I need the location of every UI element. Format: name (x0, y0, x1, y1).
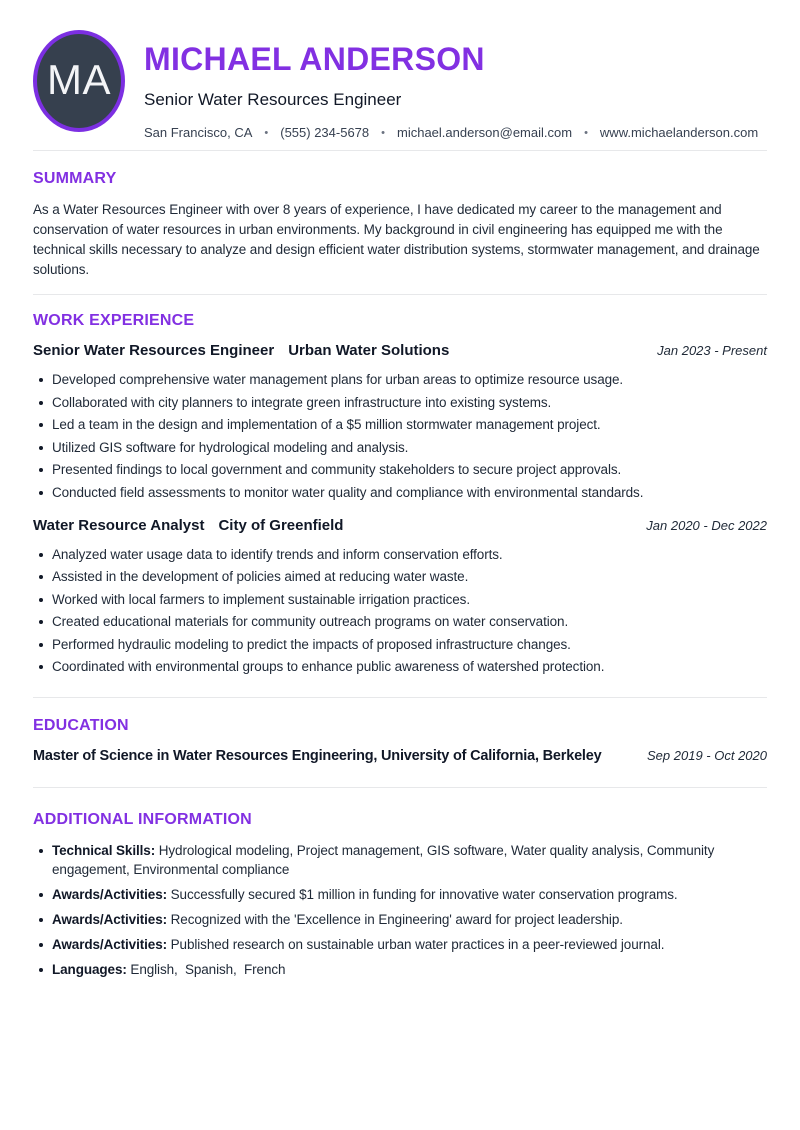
contact-location: San Francisco, CA (144, 125, 253, 140)
bullet-item: Assisted in the development of policies aimed at reducing water waste. (33, 567, 767, 587)
bullet-item: Led a team in the design and implementation of a $5 million stormwater management project. (33, 415, 767, 435)
separator-dot: • (584, 127, 588, 139)
separator-dot: • (264, 127, 269, 139)
job-company: Urban Water Solutions (288, 342, 450, 359)
education-heading: EDUCATION (33, 717, 129, 734)
job-company: City of Greenfield (218, 516, 344, 534)
bullet-item: Worked with local farmers to implement sustainable irrigation practices. (33, 590, 767, 610)
resume-header (33, 0, 767, 140)
job-bullet-list (33, 370, 767, 503)
bullet-item: Developed comprehensive water management plans for urban areas to optimize resource usage. (33, 370, 767, 390)
page-title: MICHAEL ANDERSON (144, 41, 485, 77)
contact-row (144, 125, 758, 140)
job-dates: Jan 2020 - Dec 2022 (646, 517, 767, 533)
contact-phone: (555) 234-5678 (280, 125, 370, 140)
contact-email: michael.anderson@email.com (397, 125, 573, 140)
additional-item (33, 960, 753, 979)
additional-item (33, 885, 753, 904)
summary-text: As a Water Resources Engineer with over 8 years of experience, I have dedicated my career to the management and conservation of water resources in urban environments. My background in civil engineering has equipped me with the technical skills necessary to analyze and design efficient water distribution systems, stormwater management, and drainage solutions. (33, 202, 760, 277)
education-entry (33, 748, 767, 764)
bullet-item: Analyzed water usage data to identify trends and inform conservation efforts. (33, 545, 767, 565)
job-title-group (33, 517, 343, 535)
additional-item-text: Successfully secured $1 million in funding for innovative water conservation programs. (170, 887, 678, 902)
bullet-item: Created educational materials for community outreach programs on water conservation. (33, 612, 767, 632)
job-entry (33, 517, 767, 678)
additional-item-label: Technical Skills: (52, 843, 156, 858)
bullet-item: Utilized GIS software for hydrological modeling and analysis. (33, 438, 767, 458)
section-education (33, 718, 767, 764)
additional-item-text: English, Spanish, French (130, 962, 286, 977)
summary-heading: SUMMARY (33, 170, 117, 187)
section-work-experience (33, 313, 767, 677)
avatar-initials: MA (47, 56, 111, 103)
education-degree: Master of Science in Water Resources Engineering, University of California, Berkeley (33, 748, 602, 764)
additional-item-label: Languages: (52, 962, 127, 977)
bullet-item: Conducted field assessments to monitor water quality and compliance with environmental standards. (33, 483, 767, 503)
additional-item-text: Published research on sustainable urban water practices in a peer-reviewed journal. (170, 937, 665, 952)
avatar (33, 30, 125, 132)
additional-item (33, 841, 753, 879)
work-experience-heading: WORK EXPERIENCE (33, 312, 195, 329)
additional-item-label: Awards/Activities: (52, 912, 167, 927)
bullet-item: Performed hydraulic modeling to predict the impacts of proposed infrastructure changes. (33, 635, 767, 655)
job-entry (33, 342, 767, 503)
additional-information-heading: ADDITIONAL INFORMATION (33, 811, 252, 828)
additional-item-label: Awards/Activities: (52, 887, 167, 902)
bullet-item: Coordinated with environmental groups to enhance public awareness of watershed protection. (33, 657, 767, 677)
additional-item (33, 910, 753, 929)
job-title-group (33, 342, 449, 360)
education-dates: Sep 2019 - Oct 2020 (647, 748, 767, 763)
divider (33, 697, 767, 698)
divider (33, 294, 767, 295)
additional-item-text: Recognized with the 'Excellence in Engineering' award for project leadership. (170, 912, 623, 927)
job-header (33, 517, 767, 535)
section-summary (33, 171, 767, 280)
bullet-item: Presented findings to local government and community stakeholders to secure project approvals. (33, 460, 767, 480)
section-additional-information (33, 812, 767, 979)
divider (33, 150, 767, 151)
additional-list (33, 841, 767, 979)
additional-item (33, 935, 753, 954)
job-title: Water Resource Analyst (33, 516, 205, 534)
divider (33, 787, 767, 788)
separator-dot: • (381, 127, 385, 139)
job-title: Senior Water Resources Engineer (33, 342, 275, 359)
additional-item-text: Hydrological modeling, Project management, GIS software, Water quality analysis, Community engagement, Environmental compliance (52, 843, 718, 877)
bullet-item: Collaborated with city planners to integrate green infrastructure into existing systems. (33, 393, 767, 413)
header-text (144, 43, 758, 140)
job-bullet-list (33, 545, 767, 678)
contact-website: www.michaelanderson.com (599, 125, 759, 140)
additional-item-label: Awards/Activities: (52, 937, 167, 952)
job-dates: Jan 2023 - Present (657, 343, 767, 358)
job-header (33, 342, 767, 360)
header-job-title: Senior Water Resources Engineer (144, 90, 402, 109)
